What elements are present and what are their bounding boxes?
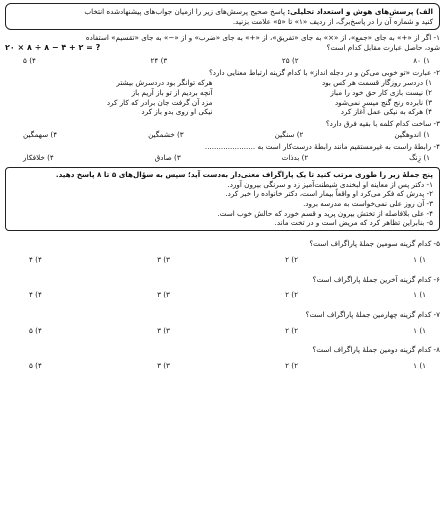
- q3-option-3[interactable]: ۳) خشمگین: [148, 129, 184, 139]
- q1-line1: ۱- اگر از «+» به جای «جمع»، از «×» به جای «تفریق»، از «+» به جای «ضرب» و از «−» به جای «تقسیم» استفاده: [85, 33, 440, 43]
- q3-option-1[interactable]: ۱) اندوهگین: [394, 129, 430, 139]
- question-3: [5, 119, 440, 140]
- q7-option-2[interactable]: ۲) ۲: [285, 325, 298, 335]
- q4-option-2[interactable]: ۲) بدذات: [281, 153, 309, 163]
- q2-verse-1b: هرکه توانگر بود دردسرش بیشتر: [116, 78, 213, 88]
- q7-title: ۷- کدام گزینه چهارمین جملهٔ پاراگراف است؟: [305, 310, 440, 320]
- instructions-box: [5, 3, 440, 30]
- q1-option-3[interactable]: ۳) ۲۴: [150, 55, 168, 65]
- q6-option-4[interactable]: ۴) ۴: [29, 290, 42, 300]
- q2-verse-4b: نیکی او روی بدو باز کرد: [141, 107, 213, 117]
- q4-option-3[interactable]: ۳) صادق: [154, 153, 181, 163]
- q8-option-3[interactable]: ۳) ۳: [157, 361, 170, 371]
- q7-option-3[interactable]: ۳) ۳: [157, 325, 170, 335]
- q5-option-1[interactable]: ۱) ۱: [413, 254, 426, 264]
- q4-title: ۴- رابطهٔ راست به غیرمستقیم مانند رابطهٔ درست‌کار است به ......................: [204, 142, 440, 152]
- passage-title: پنج جملهٔ زیر را طوری مرتب کنید تا یک پاراگراف معنی‌دار به‌دست آید؛ سپس به سؤال‌های ۵ تا ۸ پاسخ دهید.: [55, 169, 433, 179]
- q8-title: ۸- کدام گزینه دومین جملهٔ پاراگراف است؟: [312, 345, 440, 355]
- q1-line2: شود، حاصل عبارت مقابل کدام است؟: [326, 43, 440, 53]
- passage-sentence-4: ۴- علی بلافاصله از تختش بیرون پرید و قسم خورد که حالش خوب است.: [217, 208, 433, 218]
- q4-options: [5, 152, 440, 164]
- q5-option-3[interactable]: ۳) ۳: [157, 254, 170, 264]
- q1-expression: ۲۰ × ۸ ÷ ۸ − ۴ + ۲ = ?: [5, 42, 101, 52]
- q4-option-1[interactable]: ۱) زِنگ: [409, 153, 430, 163]
- passage-sentence-1: ۱- دکتر پس از معاینه او لبخندی شیطنت‌آمیز زد و سرنگی بیرون آورد.: [227, 179, 433, 189]
- q6-title: ۶- کدام گزینه آخرین جملهٔ پاراگراف است؟: [312, 274, 440, 284]
- question-5: [5, 239, 440, 266]
- passage-sentences: [12, 180, 433, 229]
- q3-title: ۳- ساخت کدام کلمه با بقیه فرق دارد؟: [325, 118, 440, 128]
- q6-options: [5, 284, 440, 302]
- passage-sentence-2: ۲- پدرش که فکر می‌کرد او واقعاً بیمار است، دکتر خانواده را خبر کرد.: [225, 189, 433, 199]
- q7-option-1[interactable]: ۱) ۱: [413, 325, 426, 335]
- question-1: [5, 33, 440, 66]
- q7-options: [5, 320, 440, 338]
- q5-options: [5, 249, 440, 267]
- q5-option-2[interactable]: ۲) ۲: [285, 254, 298, 264]
- q2-verse-4a[interactable]: ۴) هرکه به نیکی عمل آغاز کرد: [340, 107, 432, 117]
- q4-option-4[interactable]: ۴) خلافکار: [23, 153, 54, 163]
- q6-option-1[interactable]: ۱) ۱: [413, 290, 426, 300]
- question-8: [5, 345, 440, 372]
- instruction-line1: پاسخ صحیح پرسش‌های زیر را ازمیان جواب‌های پیشنهادشده انتخاب: [84, 7, 285, 16]
- q5-option-4[interactable]: ۴) ۴: [29, 254, 42, 264]
- question-4: [5, 142, 440, 163]
- q6-option-2[interactable]: ۲) ۲: [285, 290, 298, 300]
- q3-option-2[interactable]: ۲) سنگین: [274, 129, 304, 139]
- q2-verse-1a[interactable]: ۱) دردسر روزگار قسمت هر کس بود: [321, 78, 432, 88]
- q8-options: [5, 355, 440, 373]
- q1-option-1[interactable]: ۱) ۸۰: [413, 55, 430, 65]
- passage-box: [5, 167, 440, 231]
- q1-option-2[interactable]: ۲) ۲۵: [281, 55, 299, 65]
- q2-verse-3b: مزد آن گرفت جان برادر که کار کرد: [106, 97, 213, 107]
- instruction-line2: کنید و شماره آن را در پاسخ‌برگ، از ردیف «۱» تا «۵» علامت بزنید.: [232, 16, 433, 26]
- q2-title: ۲- عبارت «تو خوبی می‌کن و در دجله انداز» با کدام گزینه ارتباط معنایی دارد؟: [208, 68, 440, 78]
- question-6: [5, 275, 440, 302]
- q2-verse-2a[interactable]: ۲) نیست بازی کار حق خود را مباز: [330, 87, 432, 97]
- passage-sentence-5: ۵- بنابراین تظاهر کرد که مریض است و در تخت ماند.: [274, 218, 433, 228]
- q7-option-4[interactable]: ۴) ۵: [29, 325, 42, 335]
- q2-verse-2b: آنچه بردیم از تو باز آریم باز: [131, 87, 213, 97]
- q8-option-1[interactable]: ۱) ۱: [413, 361, 426, 371]
- q8-option-2[interactable]: ۲) ۲: [285, 361, 298, 371]
- q6-option-3[interactable]: ۳) ۳: [157, 290, 170, 300]
- passage-sentence-3: ۳- آن روز علی نمی‌خواست به مدرسه برود.: [303, 199, 433, 209]
- section-title: الف) پرسش‌های هوش و استعداد تحلیلی:: [287, 7, 433, 16]
- q1-option-4[interactable]: ۴) ۵: [23, 55, 36, 65]
- q2-verses: [5, 78, 440, 117]
- q5-title: ۵- کدام گزینه سومین جملهٔ پاراگراف است؟: [309, 239, 440, 249]
- q3-option-4[interactable]: ۴) سهمگین: [23, 129, 58, 139]
- q8-option-4[interactable]: ۴) ۵: [29, 361, 42, 371]
- question-7: [5, 310, 440, 337]
- q1-options: [5, 55, 440, 67]
- q2-verse-3a[interactable]: ۳) نابرده رنج گنج میسر نمی‌شود: [334, 97, 432, 107]
- question-2: [5, 68, 440, 117]
- q3-options: [5, 129, 440, 141]
